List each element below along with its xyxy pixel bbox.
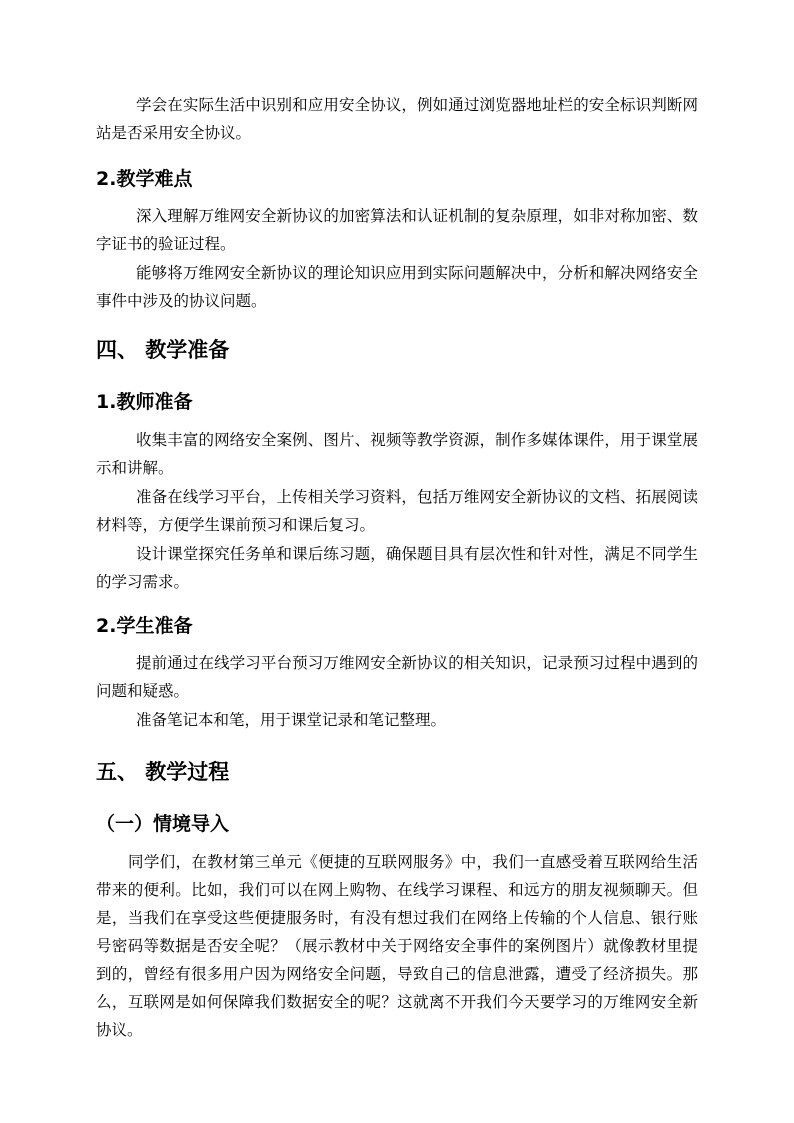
paragraph-teacher-prep-1: 收集丰富的网络安全案例、图片、视频等教学资源，制作多媒体课件，用于课堂展示和讲解。 <box>96 431 698 477</box>
paragraph-student-prep-1: 提前通过在线学习平台预习万维网安全新协议的相关知识，记录预习过程中遇到的问题和疑惑。 <box>96 654 698 700</box>
paragraph-difficulty-1: 深入理解万维网安全新协议的加密算法和认证机制的复杂原理，如非对称加密、数字证书的验证过程。 <box>96 207 698 253</box>
heading-situation-introduction: （一）情境导入 <box>96 813 230 835</box>
paragraph-apply-protocols: 学会在实际生活中识别和应用安全协议，例如通过浏览器地址栏的安全标识判断网站是否采用安全协议。 <box>96 96 698 142</box>
paragraph-introduction: 同学们，在教材第三单元《便捷的互联网服务》中，我们一直感受着互联网给生活带来的便利。比如，我们可以在网上购物、在线学习课程、和远方的朋友视频聊天。但是，当我们在享受这些便捷服务时，有没有想过我们在网络上传输的个人信息、银行账号密码等数据是否安全呢？（展示教材中关于网络安全事件的案例图片）就像教材里提到的，曾经有很多用户因为网络安全问题，导致自己的信息泄露，遭受了经济损失。那么，互联网是如何保障我们数据安全的呢？这就离不开我们今天要学习的万维网安全新协议。 <box>96 853 698 1039</box>
heading-teacher-preparation: 1.教师准备 <box>96 391 193 413</box>
heading-section-teaching-process: 五、 教学过程 <box>96 760 230 784</box>
paragraph-teacher-prep-2: 准备在线学习平台，上传相关学习资料，包括万维网安全新协议的文档、拓展阅读材料等，方便学生课前预习和课后复习。 <box>96 488 698 534</box>
paragraph-difficulty-2: 能够将万维网安全新协议的理论知识应用到实际问题解决中，分析和解决网络安全事件中涉及的协议问题。 <box>96 264 698 310</box>
heading-student-preparation: 2.学生准备 <box>96 615 193 637</box>
paragraph-student-prep-2: 准备笔记本和笔，用于课堂记录和笔记整理。 <box>136 711 447 729</box>
heading-section-teaching-preparation: 四、 教学准备 <box>96 338 230 362</box>
paragraph-teacher-prep-3: 设计课堂探究任务单和课后练习题，确保题目具有层次性和针对性，满足不同学生的学习需求。 <box>96 545 698 591</box>
heading-teaching-difficulty: 2.教学难点 <box>96 168 193 190</box>
